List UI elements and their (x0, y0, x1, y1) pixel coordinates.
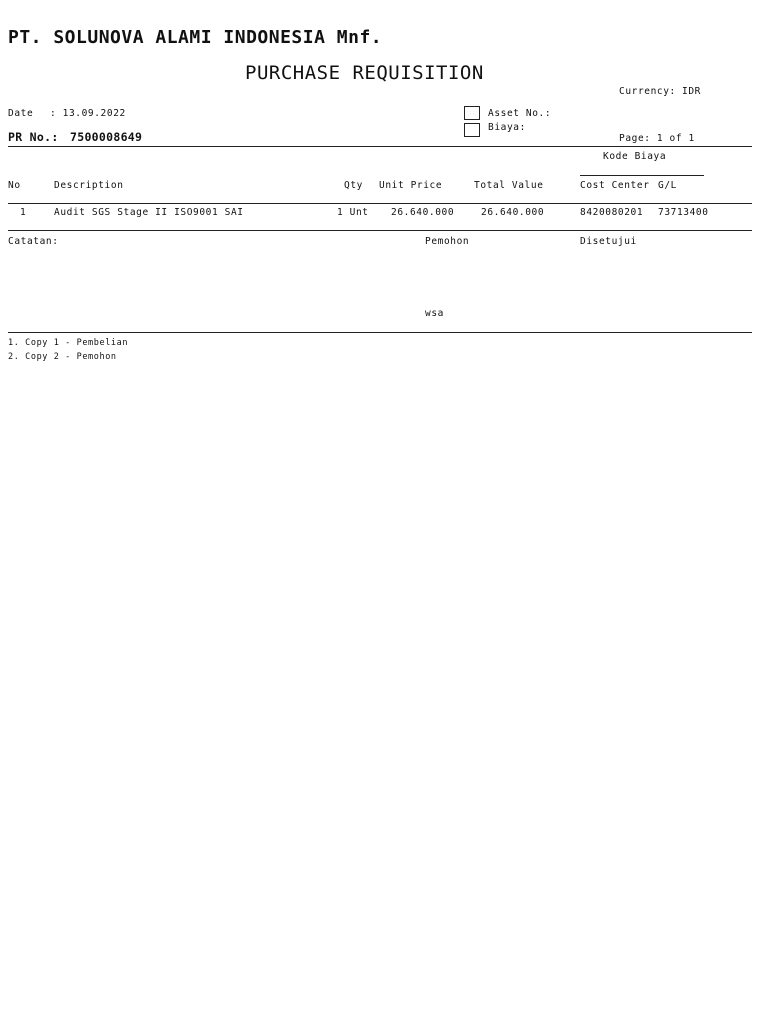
row-cost-center: 8420080201 (580, 207, 644, 218)
copy-note-1: 1. Copy 1 - Pembelian (8, 338, 129, 348)
catatan-label: Catatan: (8, 236, 59, 247)
row-description: Audit SGS Stage II ISO9001 SAI (54, 207, 244, 218)
kode-biaya-underline (580, 175, 704, 176)
copy-note-2: 2. Copy 2 - Pemohon (8, 352, 117, 362)
page-indicator: Page: 1 of 1 (619, 133, 695, 144)
row-unit-price: 26.640.000 (391, 207, 455, 218)
col-header-description: Description (54, 180, 124, 191)
company-name: PT. SOLUNOVA ALAMI INDONESIA Mnf. (8, 27, 383, 48)
pr-number-label: PR No.: (8, 130, 59, 144)
document-title: PURCHASE REQUISITION (245, 62, 484, 84)
biaya-label: Biaya: (488, 122, 526, 133)
pr-number-value: 7500008649 (70, 130, 143, 144)
col-header-gl: G/L (658, 180, 677, 191)
row-total-value: 26.640.000 (481, 207, 545, 218)
date-value: : 13.09.2022 (50, 108, 126, 119)
disetujui-label: Disetujui (580, 236, 637, 247)
requester-signature: wsa (425, 308, 444, 319)
date-label: Date (8, 108, 34, 119)
col-header-qty: Qty (344, 180, 363, 191)
divider (8, 203, 752, 204)
asset-label: Asset No.: (488, 108, 552, 119)
divider (8, 230, 752, 231)
currency-label: Currency: (619, 86, 676, 97)
pemohon-label: Pemohon (425, 236, 470, 247)
col-header-no: No (8, 180, 21, 191)
row-gl: 73713400 (658, 207, 709, 218)
divider (8, 332, 752, 333)
col-header-cost-center: Cost Center (580, 180, 650, 191)
row-no: 1 (20, 207, 27, 218)
biaya-checkbox[interactable] (464, 123, 480, 137)
currency-value: IDR (682, 86, 701, 97)
row-qty: 1 Unt (337, 207, 369, 218)
col-header-total-value: Total Value (474, 180, 544, 191)
divider (8, 146, 752, 147)
kode-biaya-heading: Kode Biaya (603, 151, 667, 162)
col-header-unit-price: Unit Price (379, 180, 443, 191)
asset-checkbox[interactable] (464, 106, 480, 120)
